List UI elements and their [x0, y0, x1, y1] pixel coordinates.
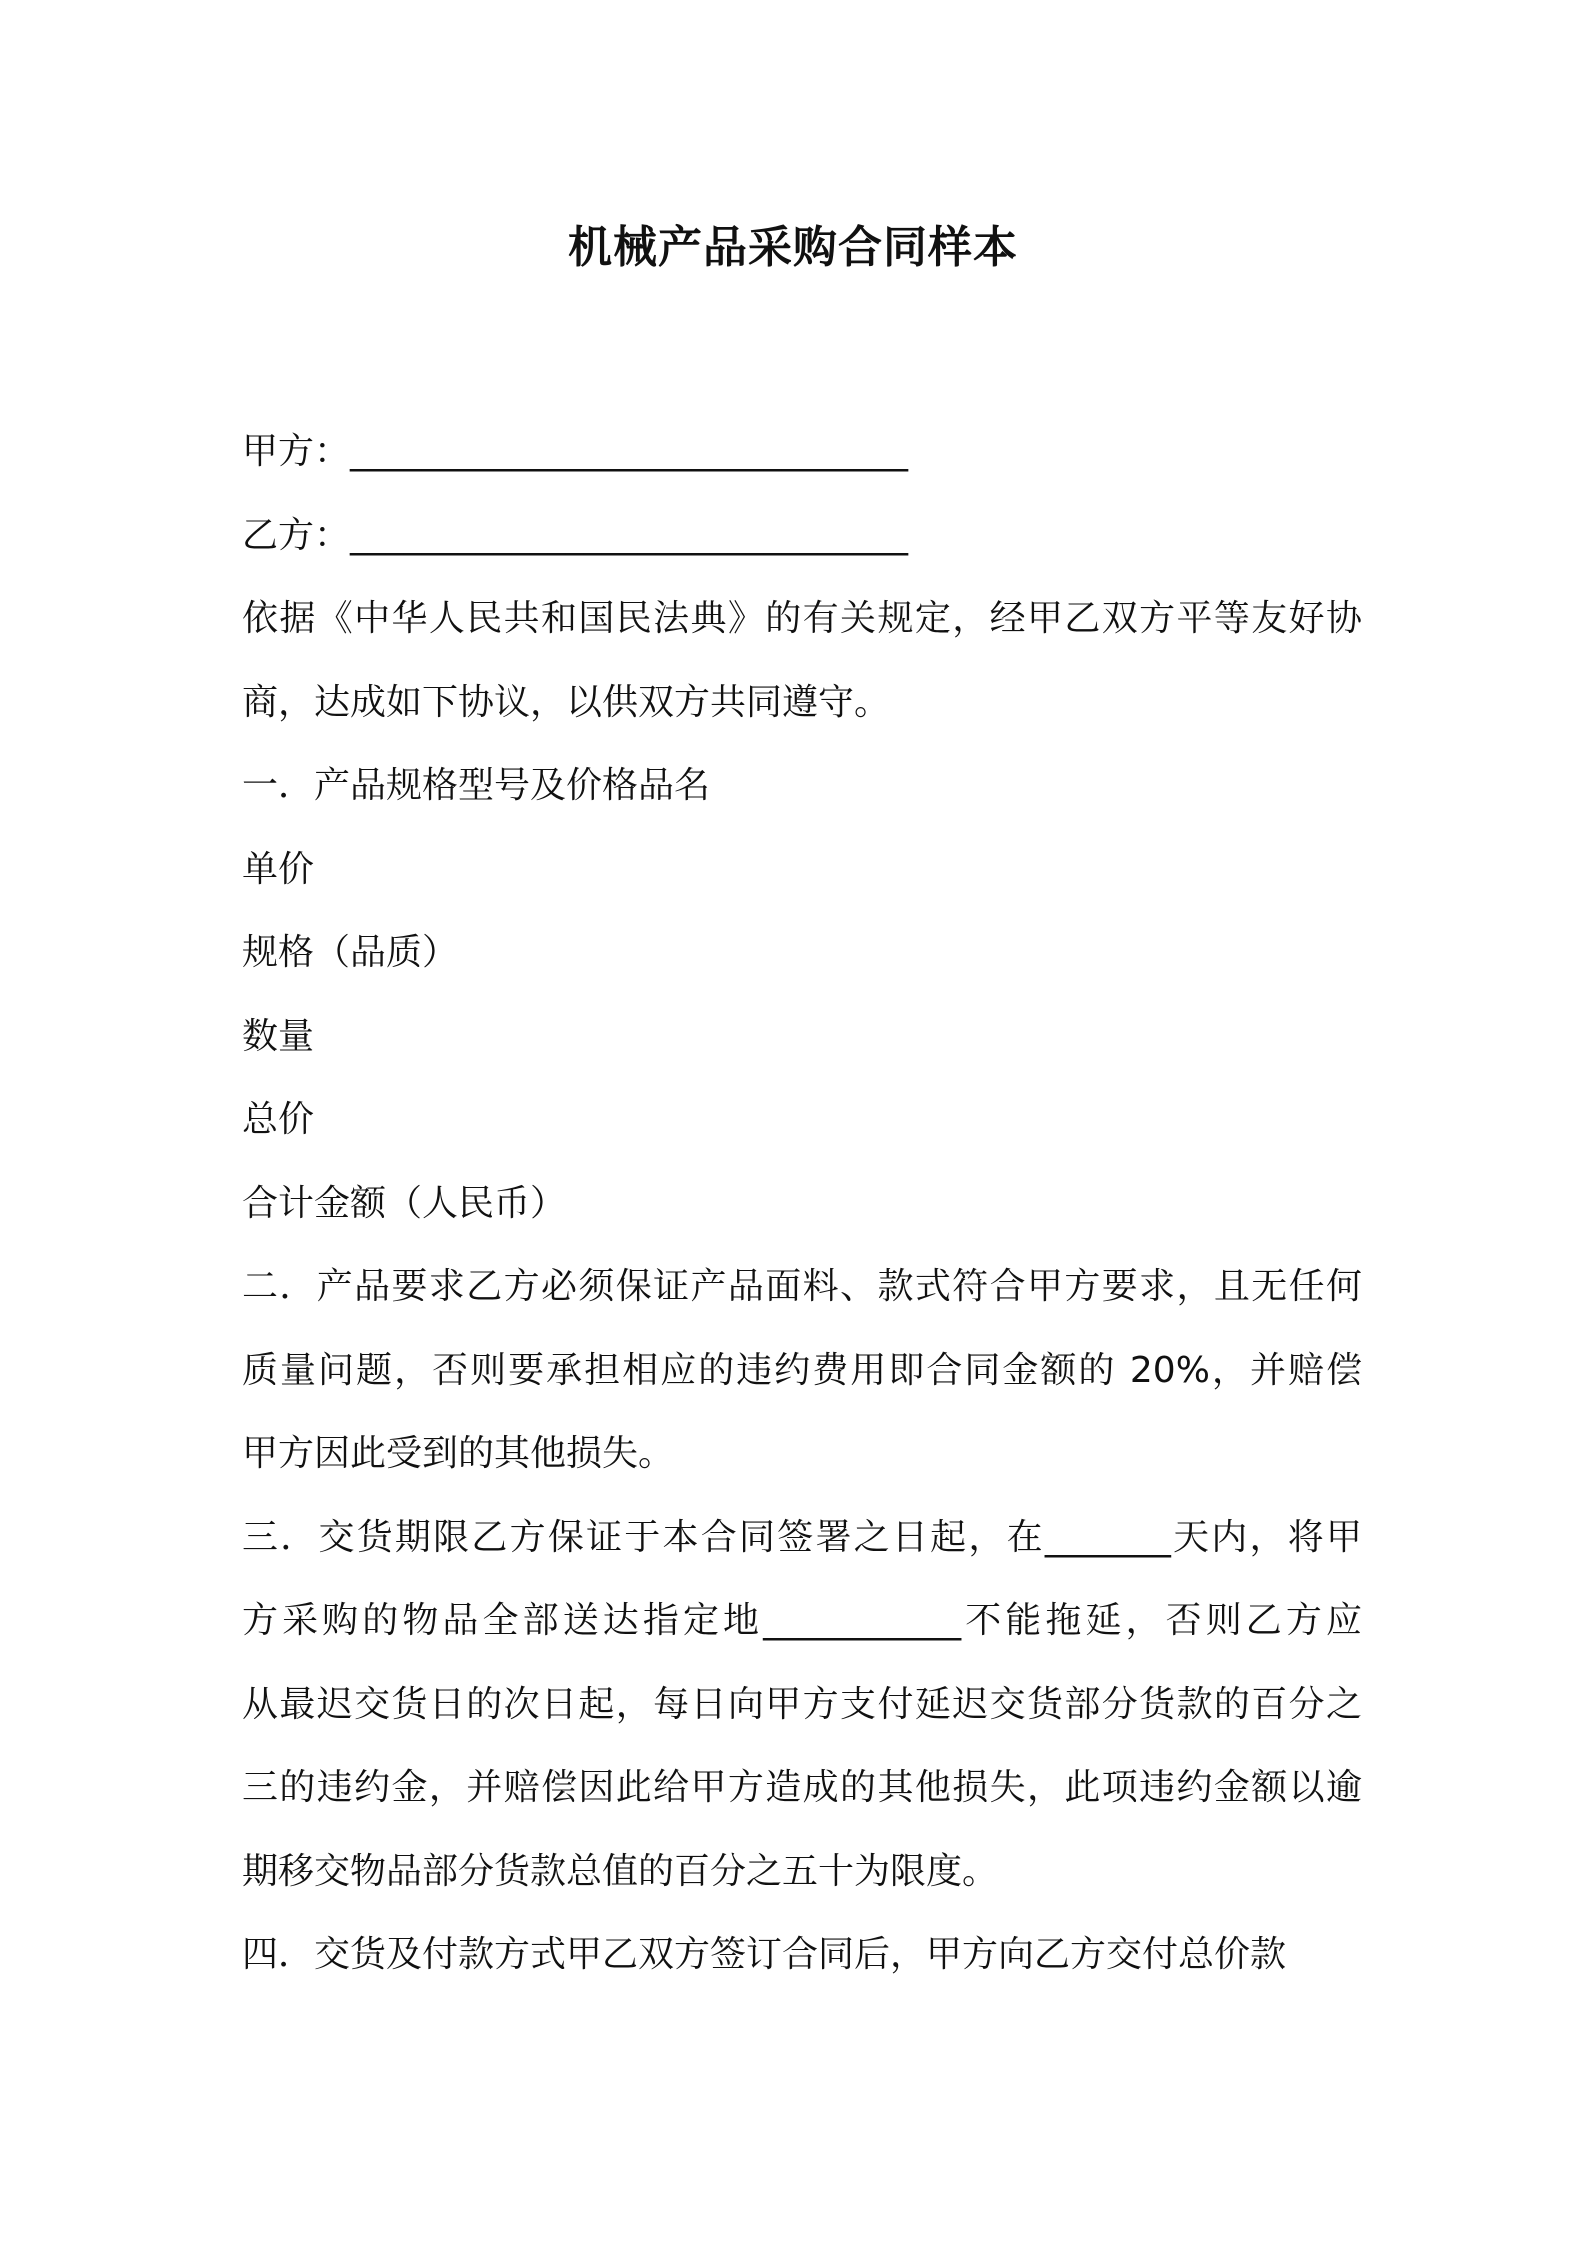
field-total-amount: 合计金额（人民币）: [242, 1182, 567, 1224]
section-4-line-1: 四．交货及付款方式甲乙双方签订合同后，甲方向乙方交付总价款: [242, 1934, 1287, 1975]
document-body: [242, 410, 1362, 1997]
section-3-line-5: 期移交物品部分货款总值的百分之五十为限度。: [242, 1850, 999, 1892]
section-3-line-2: 方采购的物品全部送达指定地___________不能拖延，否则乙方应: [242, 1600, 1362, 1641]
field-spec: 规格（品质）: [242, 932, 459, 973]
field-total-price: 总价: [242, 1099, 315, 1140]
document-title: 机械产品采购合同样本: [568, 222, 1018, 273]
section-2-line-1: 二．产品要求乙方必须保证产品面料、款式符合甲方要求，且无任何: [242, 1266, 1362, 1307]
preamble-line-2: 商，达成如下协议，以供双方共同遵守。: [242, 681, 891, 723]
party-b-line: 乙方：_______________________________: [242, 514, 909, 556]
section-3-line-1: 三．交货期限乙方保证于本合同签署之日起，在_______天内，将甲: [242, 1516, 1362, 1558]
section-1-heading: 一．产品规格型号及价格品名: [242, 765, 711, 806]
section-3-line-3: 从最迟交货日的次日起，每日向甲方支付延迟交货部分货款的百分之: [242, 1683, 1362, 1725]
section-3-line-4: 三的违约金，并赔偿因此给甲方造成的其他损失，此项违约金额以逾: [242, 1767, 1362, 1808]
section-2-line-3: 甲方因此受到的其他损失。: [242, 1433, 675, 1474]
party-a-line: 甲方：_______________________________: [242, 431, 909, 472]
field-quantity: 数量: [242, 1015, 315, 1057]
preamble-line-1: 依据《中华人民共和国民法典》的有关规定，经甲乙双方平等友好协: [242, 598, 1362, 639]
section-2-line-2: 质量问题，否则要承担相应的违约费用即合同金额的 20%，并赔偿: [242, 1349, 1362, 1391]
field-unit-price: 单价: [242, 848, 315, 890]
